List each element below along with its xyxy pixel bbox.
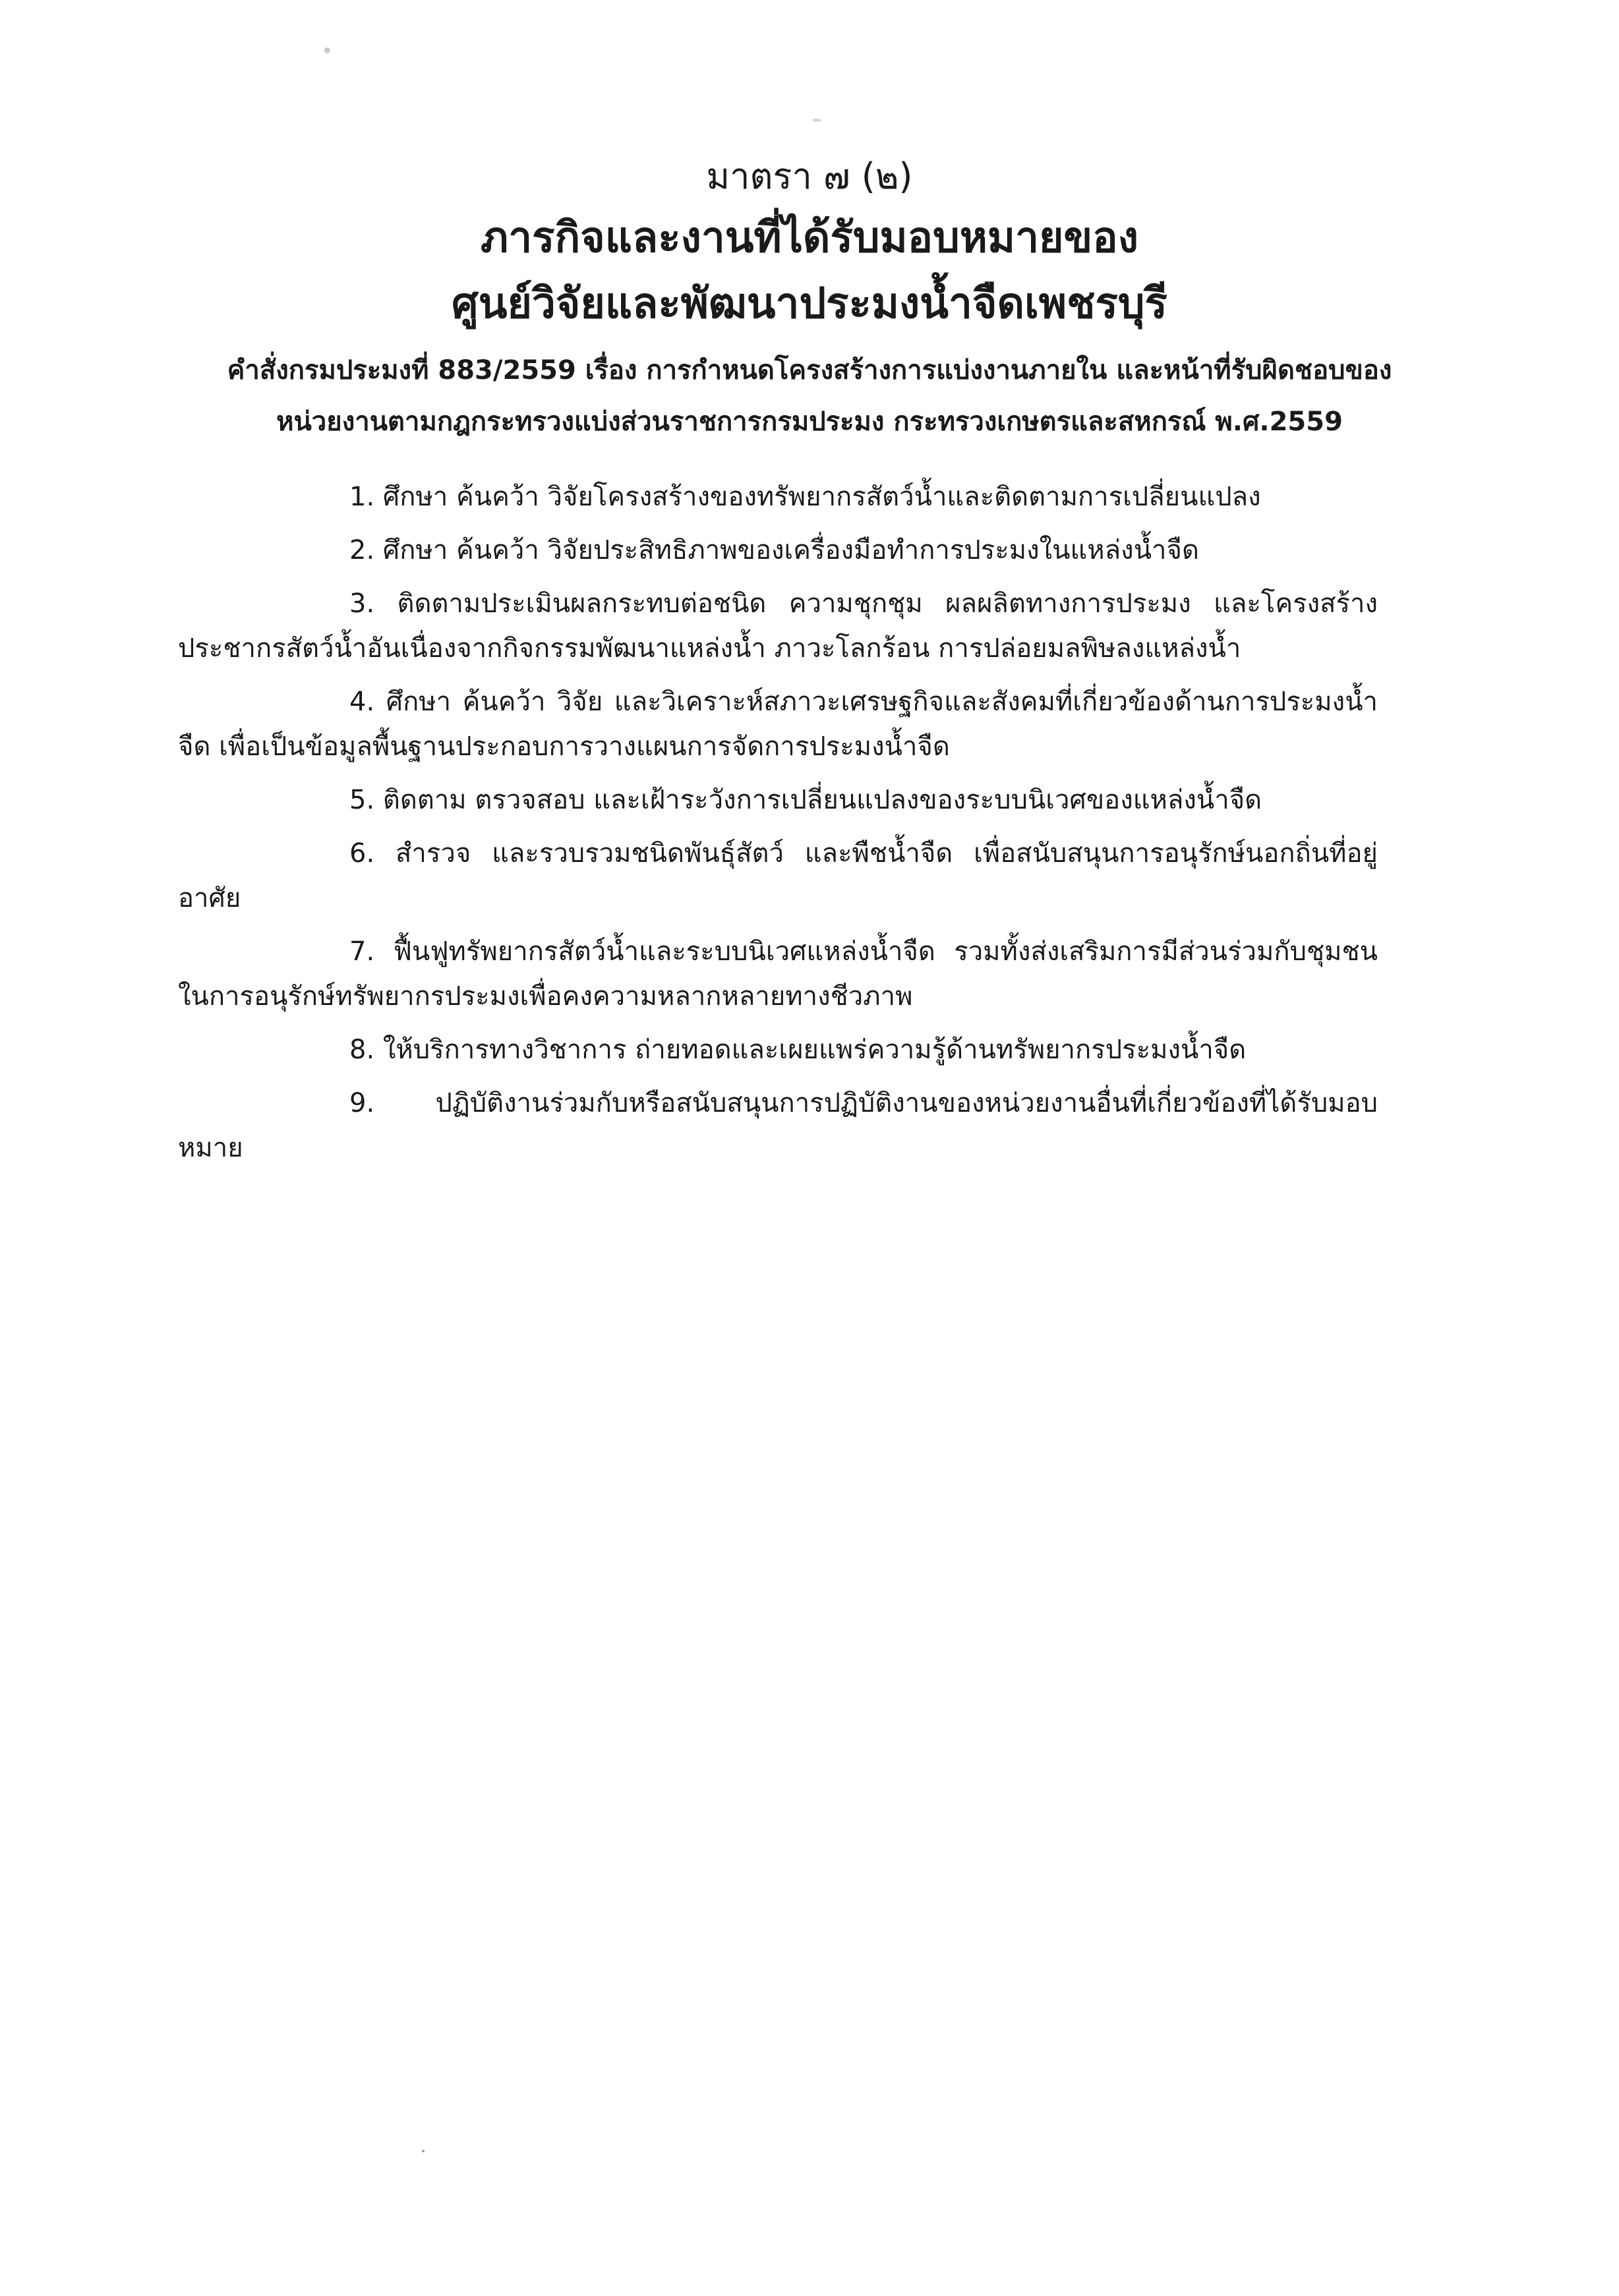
document-header bbox=[0, 148, 1619, 447]
scan-speck bbox=[812, 119, 821, 122]
list-item: 5. ติดตาม ตรวจสอบ และเฝ้าระวังการเปลี่ยนแปลงของระบบนิเวศของแหล่งน้ำจืด bbox=[349, 785, 1262, 815]
document-title-line-1: ภารกิจและงานที่ได้รับมอบหมายของ bbox=[481, 214, 1138, 262]
order-reference-line-2: หน่วยงานตามกฎกระทรวงแบ่งส่วนราชการกรมประมง กระทรวงเกษตรและสหกรณ์ พ.ศ.2559 bbox=[276, 407, 1343, 437]
document-title-line-2: ศูนย์วิจัยและพัฒนาประมงน้ำจืดเพชรบุรี bbox=[452, 279, 1167, 328]
section-number: มาตรา ๗ (๒) bbox=[706, 156, 913, 197]
scan-speck bbox=[324, 47, 330, 53]
list-item: 7. ฟื้นฟูทรัพยากรสัตว์น้ำและระบบนิเวศแหล่งน้ำจืด รวมทั้งส่งเสริมการมีส่วนร่วมกับชุมชนในการอนุรักษ์ทรัพยากรประมงเพื่อคงความหลากหลายทางชีวภาพ bbox=[178, 936, 1378, 1012]
list-item: 8. ให้บริการทางวิชาการ ถ่ายทอดและเผยแพร่ความรู้ด้านทรัพยากรประมงน้ำจืด bbox=[349, 1035, 1247, 1065]
list-item: 6. สำรวจ และรวบรวมชนิดพันธุ์สัตว์ และพืชน้ำจืด เพื่อสนับสนุนการอนุรักษ์นอกถิ่นที่อยู่อาศัย bbox=[178, 838, 1378, 913]
scan-speck bbox=[422, 2150, 425, 2152]
list-item: 3. ติดตามประเมินผลกระทบต่อชนิด ความชุกชุม ผลผลิตทางการประมง และโครงสร้างประชากรสัตว์น้ำอันเนื่องจากกิจกรรมพัฒนาแหล่งน้ำ ภาวะโลกร้อน การปล่อยมลพิษลงแหล่งน้ำ bbox=[178, 588, 1378, 664]
duty-list bbox=[178, 474, 1378, 1179]
order-reference-line-1: คำสั่งกรมประมงที่ 883/2559 เรื่อง การกำหนดโครงสร้างการแบ่งงานภายใน และหน้าที่รับผิดชอบของ bbox=[227, 355, 1392, 386]
list-item: 4. ศึกษา ค้นคว้า วิจัย และวิเคราะห์สภาวะเศรษฐกิจและสังคมที่เกี่ยวข้องด้านการประมงน้ำจืด เพื่อเป็นข้อมูลพื้นฐานประกอบการวางแผนการจัดการประมงน้ำจืด bbox=[178, 687, 1378, 762]
list-item: 2. ศึกษา ค้นคว้า วิจัยประสิทธิภาพของเครื่องมือทำการประมงในแหล่งน้ำจืด bbox=[349, 535, 1199, 565]
list-item: 1. ศึกษา ค้นคว้า วิจัยโครงสร้างของทรัพยากรสัตว์น้ำและติดตามการเปลี่ยนแปลง bbox=[349, 482, 1261, 512]
list-item: 9. ปฏิบัติงานร่วมกับหรือสนับสนุนการปฏิบัติงานของหน่วยงานอื่นที่เกี่ยวข้องที่ได้รับมอบหมาย bbox=[178, 1088, 1378, 1163]
